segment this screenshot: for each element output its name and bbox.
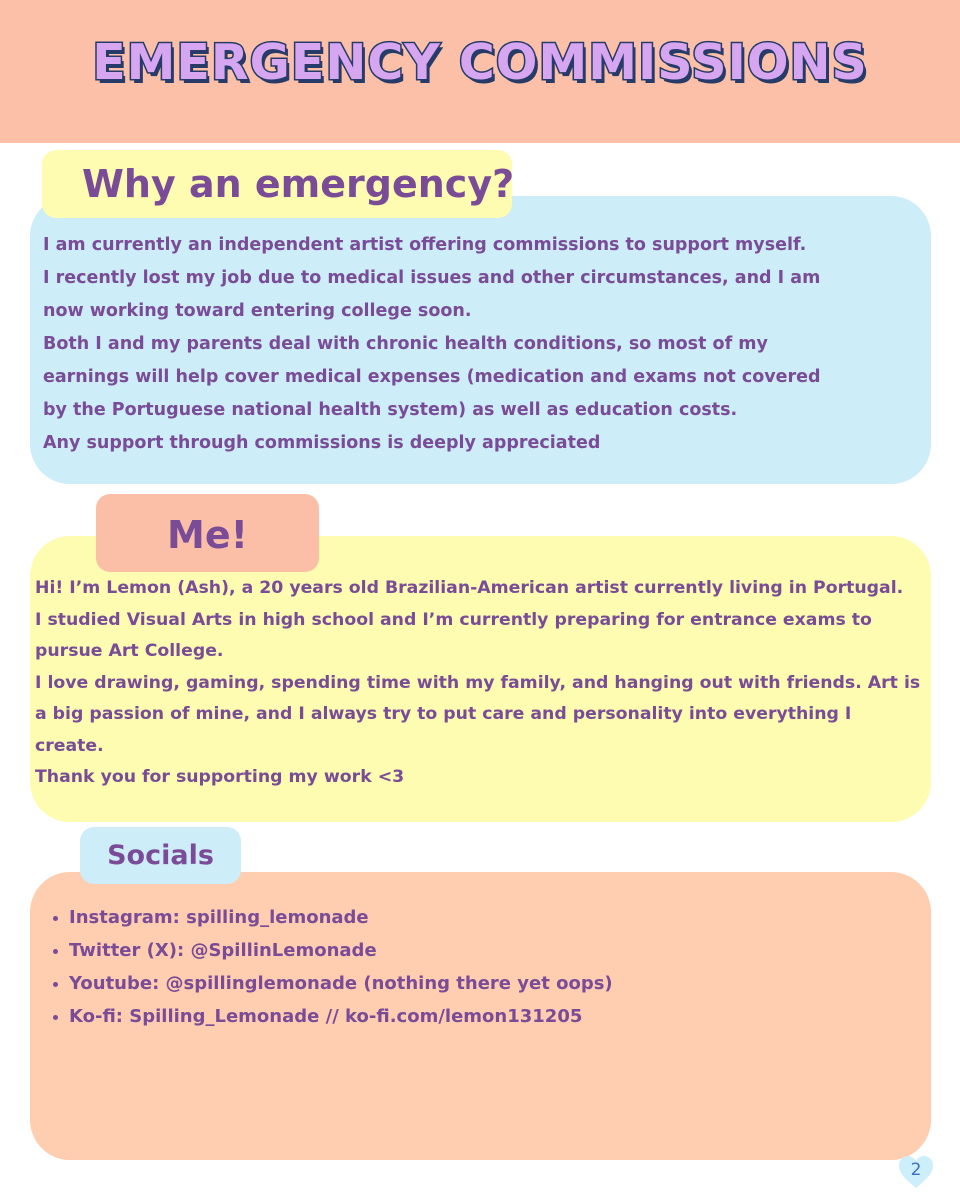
- why-line: I am currently an independent artist offering commissions to support myself.: [43, 235, 807, 255]
- about-me-text: [35, 573, 920, 794]
- me-line: Thank you for supporting my work <3: [35, 767, 405, 787]
- about-me-heading: Me!: [96, 494, 319, 572]
- me-line: pursue Art College.: [35, 641, 224, 661]
- social-item-kofi[interactable]: Ko-fi: Spilling_Lemonade // ko-fi.com/lemon131205: [50, 1000, 613, 1033]
- why-emergency-text: [43, 229, 821, 460]
- me-line: create.: [35, 735, 104, 756]
- socials-list: [50, 901, 613, 1033]
- me-line: Hi! I’m Lemon (Ash), a 20 years old Brazilian-American artist currently living in Portugal.: [35, 578, 904, 598]
- page-number: 2: [910, 1160, 922, 1180]
- why-line: Any support through commissions is deeply appreciated: [43, 433, 601, 453]
- why-line: Both I and my parents deal with chronic health conditions, so most of my: [43, 334, 768, 354]
- social-item-youtube[interactable]: Youtube: @spillinglemonade (nothing there yet oops): [50, 967, 613, 1000]
- header-banner: [0, 0, 960, 143]
- me-line: I studied Visual Arts in high school and I’m currently preparing for entrance exams to: [35, 609, 872, 630]
- why-line: I recently lost my job due to medical issues and other circumstances, and I am: [43, 268, 821, 288]
- why-emergency-heading: Why an emergency?: [42, 150, 512, 218]
- page-title: EMERGENCY COMMISSIONS: [92, 34, 868, 91]
- social-item-instagram[interactable]: Instagram: spilling_lemonade: [50, 901, 613, 934]
- me-line: I love drawing, gaming, spending time with my family, and hanging out with friends. Art is: [35, 672, 921, 693]
- why-line: now working toward entering college soon.: [43, 301, 472, 321]
- social-item-twitter[interactable]: Twitter (X): @SpillinLemonade: [50, 934, 613, 967]
- why-line: earnings will help cover medical expenses (medication and exams not covered: [43, 367, 821, 387]
- me-line: a big passion of mine, and I always try to put care and personality into everything I: [35, 704, 852, 724]
- socials-heading: Socials: [80, 827, 241, 884]
- why-line: by the Portuguese national health system) as well as education costs.: [43, 400, 738, 420]
